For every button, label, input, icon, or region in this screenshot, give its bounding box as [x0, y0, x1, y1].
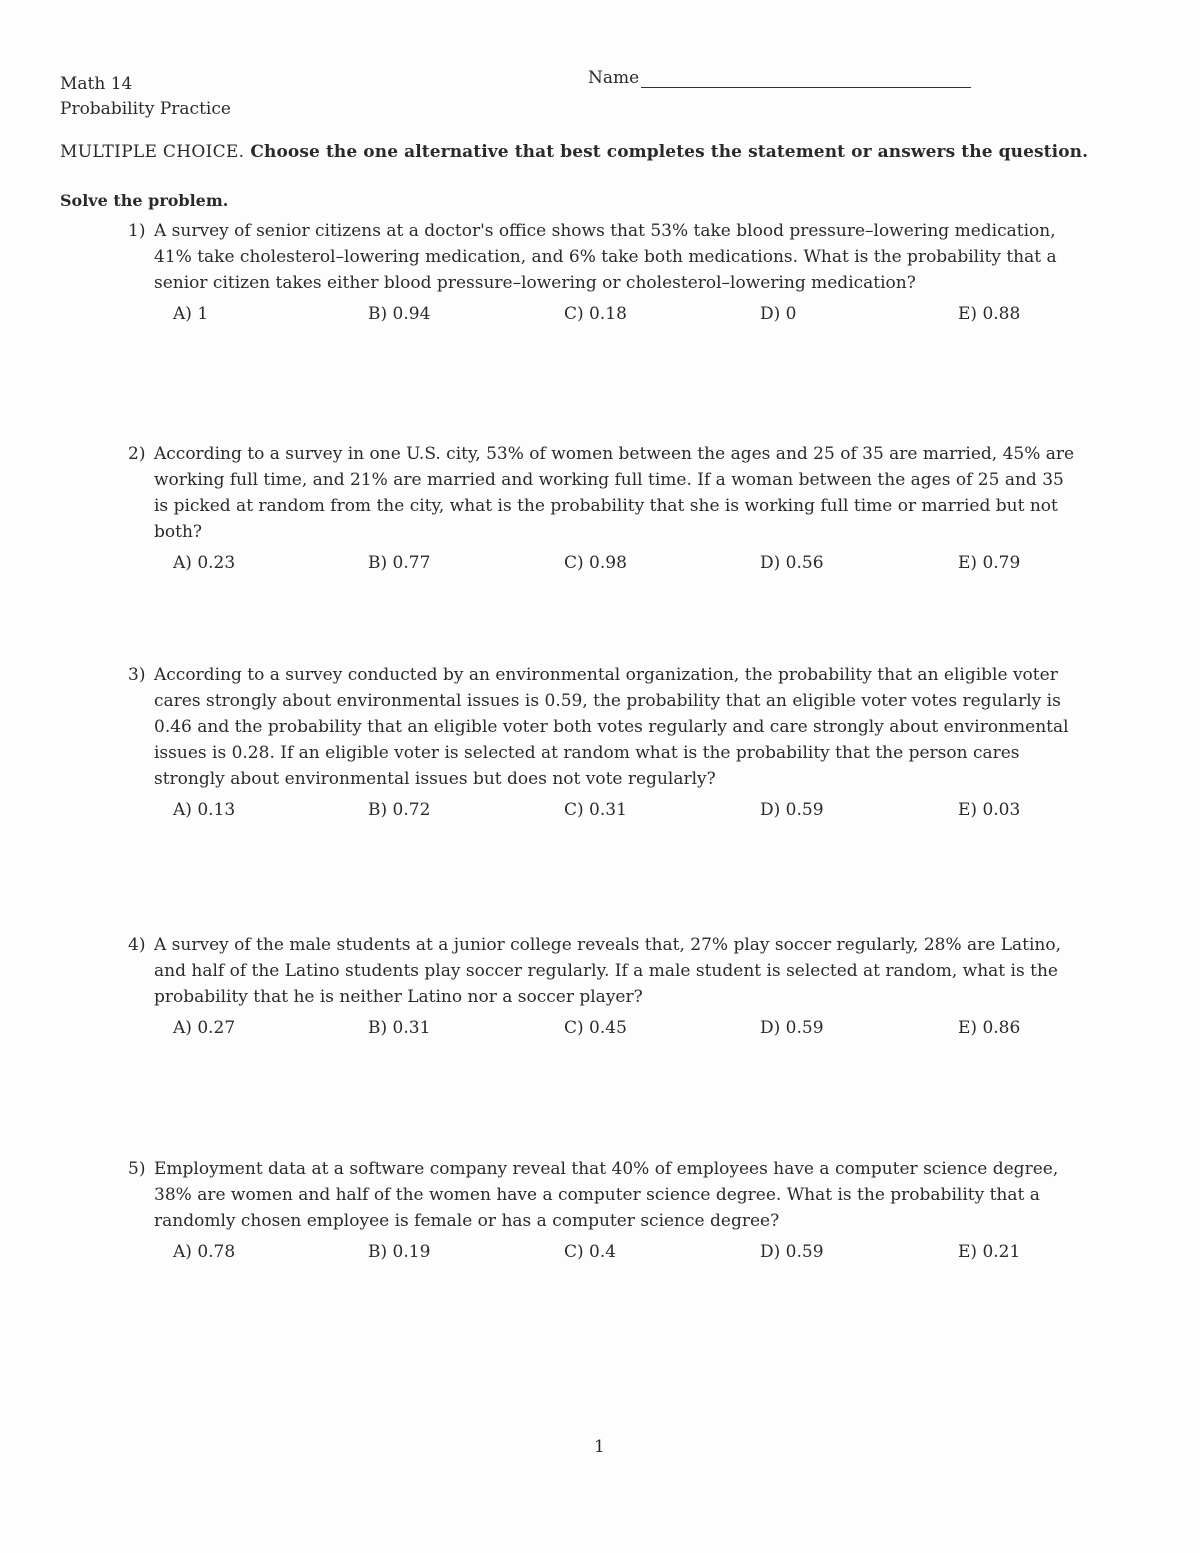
choice-c[interactable]: C) 0.31 — [564, 800, 627, 820]
choice-a[interactable]: A) 0.13 — [173, 800, 236, 820]
problem-number: 3) — [128, 665, 146, 685]
answer-choices — [128, 800, 1078, 824]
header-left — [60, 72, 231, 122]
problem-text: According to a survey conducted by an environmental organization, the probability that an eligible voter cares strongly about environmental issues is 0.59, the probability that an eligible voter votes regularly is 0.46 and the probability that an eligible voter both votes regularly and care strongly about environmental issues is 0.28. If an eligible voter is selected at random what is the probability that the person cares strongly about environmental issues but does not vote regularly? — [154, 665, 1069, 789]
choice-a[interactable]: A) 0.23 — [173, 553, 236, 573]
problem-number: 2) — [128, 444, 146, 464]
problem-2 — [128, 441, 1078, 577]
choice-e[interactable]: E) 0.03 — [958, 800, 1021, 820]
choice-b[interactable]: B) 0.19 — [368, 1242, 431, 1262]
worksheet-subtitle: Probability Practice — [60, 99, 231, 119]
choice-e[interactable]: E) 0.86 — [958, 1018, 1021, 1038]
choice-b[interactable]: B) 0.77 — [368, 553, 431, 573]
problem-4 — [128, 932, 1078, 1042]
instructions-text: Choose the one alternative that best completes the statement or answers the question. — [250, 142, 1089, 162]
problem-1 — [128, 218, 1078, 328]
choice-e[interactable]: E) 0.79 — [958, 553, 1021, 573]
problem-text: According to a survey in one U.S. city, 53% of women between the ages and 25 of 35 are married, 45% are working full time, and 21% are married and working full time. If a woman between the ages of 25 and 35 is picked at random from the city, what is the probability that she is working full time or married but not both? — [154, 444, 1075, 542]
choice-b[interactable]: B) 0.31 — [368, 1018, 431, 1038]
choice-d[interactable]: D) 0.59 — [760, 1018, 824, 1038]
answer-choices — [128, 1018, 1078, 1042]
problem-number: 1) — [128, 221, 146, 241]
problem-number: 5) — [128, 1159, 146, 1179]
choice-c[interactable]: C) 0.18 — [564, 304, 627, 324]
choice-d[interactable]: D) 0.56 — [760, 553, 824, 573]
problem-3 — [128, 662, 1078, 824]
choice-e[interactable]: E) 0.88 — [958, 304, 1021, 324]
page-number: 1 — [594, 1437, 605, 1457]
problem-5 — [128, 1156, 1078, 1266]
section-heading: Solve the problem. — [60, 191, 229, 210]
choice-a[interactable]: A) 1 — [173, 304, 209, 324]
answer-choices — [128, 1242, 1078, 1266]
choice-c[interactable]: C) 0.45 — [564, 1018, 627, 1038]
name-label: Name — [588, 68, 640, 88]
choice-a[interactable]: A) 0.27 — [173, 1018, 236, 1038]
answer-choices — [128, 553, 1078, 577]
choice-c[interactable]: C) 0.4 — [564, 1242, 617, 1262]
choice-d[interactable]: D) 0.59 — [760, 1242, 824, 1262]
problem-text: Employment data at a software company reveal that 40% of employees have a computer science degree, 38% are women and half of the women have a computer science degree. What is the probability that a randomly chosen employee is female or has a computer science degree? — [154, 1159, 1059, 1231]
name-blank-line[interactable] — [641, 73, 971, 88]
choice-d[interactable]: D) 0 — [760, 304, 797, 324]
problem-text: A survey of the male students at a junior college reveals that, 27% play soccer regularly, 28% are Latino, and half of the Latino students play soccer regularly. If a male student is selected at random, what is the probability that he is neither Latino nor a soccer player? — [154, 935, 1062, 1007]
instructions — [60, 142, 1088, 162]
choice-b[interactable]: B) 0.94 — [368, 304, 431, 324]
choice-a[interactable]: A) 0.78 — [173, 1242, 236, 1262]
choice-c[interactable]: C) 0.98 — [564, 553, 627, 573]
course-title: Math 14 — [60, 74, 133, 94]
name-field[interactable] — [588, 68, 971, 88]
choice-b[interactable]: B) 0.72 — [368, 800, 431, 820]
instructions-prefix: MULTIPLE CHOICE. — [60, 142, 245, 162]
problem-text: A survey of senior citizens at a doctor's office shows that 53% take blood pressure–lowering medication, 41% take cholesterol–lowering medication, and 6% take both medications. What is the probability that a senior citizen takes either blood pressure–lowering or cholesterol–lowering medication? — [154, 221, 1057, 293]
problem-number: 4) — [128, 935, 146, 955]
choice-e[interactable]: E) 0.21 — [958, 1242, 1021, 1262]
choice-d[interactable]: D) 0.59 — [760, 800, 824, 820]
answer-choices — [128, 304, 1078, 328]
